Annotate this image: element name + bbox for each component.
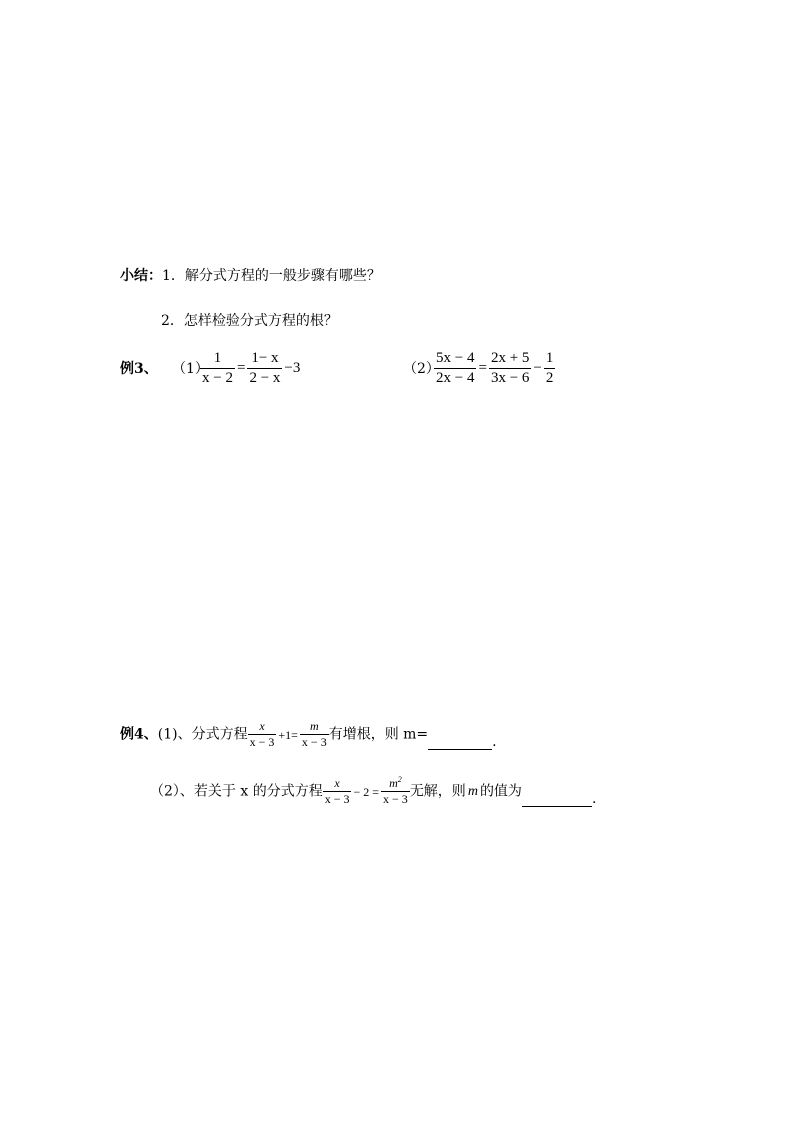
- fraction: [200, 349, 235, 388]
- variable-m: m: [467, 783, 478, 799]
- equals-sign: =: [236, 360, 246, 376]
- denominator: x − 3: [383, 792, 408, 806]
- fraction: [489, 349, 531, 388]
- fraction: [323, 776, 352, 807]
- summary-line-1: [120, 268, 381, 284]
- q1-suffix: 有增根，则 m=: [328, 726, 429, 743]
- example4-label: 例4、: [120, 726, 158, 743]
- denominator: 2x − 4: [436, 370, 475, 386]
- q2-suffix-2: 的值为: [479, 783, 522, 800]
- denominator: 2 − x: [249, 370, 281, 386]
- q2-prefix: （2）、若关于 x 的分式方程: [150, 783, 323, 800]
- q2-end: .: [591, 791, 597, 807]
- example3-label: 例3、: [120, 361, 158, 377]
- fraction: [248, 719, 277, 750]
- summary-item-1: 1．解分式方程的一般步骤有哪些？: [162, 268, 381, 284]
- equals-sign: =: [478, 360, 487, 376]
- example4-question-1: [120, 719, 497, 750]
- numerator: 5x − 4: [434, 349, 476, 369]
- answer-blank[interactable]: [522, 792, 592, 807]
- fraction: [300, 719, 329, 750]
- example4-question-2: [150, 776, 596, 807]
- denominator: 2: [545, 370, 554, 386]
- answer-blank[interactable]: [428, 735, 492, 750]
- expression-tail: −3: [284, 360, 301, 376]
- denominator: 3x − 6: [490, 370, 530, 386]
- numerator: 1: [200, 349, 235, 369]
- denominator: x − 2: [202, 370, 233, 386]
- numerator: [381, 776, 410, 792]
- numerator: x: [248, 719, 277, 735]
- minus-two-equals: − 2 =: [353, 784, 380, 799]
- denominator: x − 3: [249, 735, 275, 749]
- numerator: m: [300, 719, 329, 735]
- example3-equation-1: [200, 349, 302, 388]
- fraction: [544, 349, 556, 388]
- numerator: 1− x: [247, 349, 282, 369]
- numerator: 1: [544, 349, 556, 369]
- fraction: [381, 776, 410, 807]
- plus-one-equals: +1=: [278, 727, 298, 742]
- denominator: x − 3: [324, 792, 350, 806]
- q2-suffix-1: 无解，则: [409, 783, 466, 800]
- denominator: x − 3: [301, 735, 327, 749]
- example3-part1-label: （1）: [172, 361, 209, 377]
- numerator-exponent: 2: [397, 775, 402, 784]
- numerator: 2x + 5: [489, 349, 531, 369]
- numerator-base: m: [389, 776, 398, 790]
- example3-part2-label: （2）: [403, 361, 440, 377]
- q1-end: .: [492, 734, 497, 750]
- fraction: [434, 349, 476, 388]
- summary-item-2: 2．怎样检验分式方程的根？: [161, 313, 338, 329]
- fraction: [247, 349, 282, 388]
- q1-prefix: (1)、分式方程: [157, 726, 248, 743]
- example3-equation-2: [434, 349, 555, 388]
- minus-sign: −: [533, 360, 542, 376]
- numerator: x: [323, 776, 352, 792]
- summary-label: 小结：: [120, 268, 162, 284]
